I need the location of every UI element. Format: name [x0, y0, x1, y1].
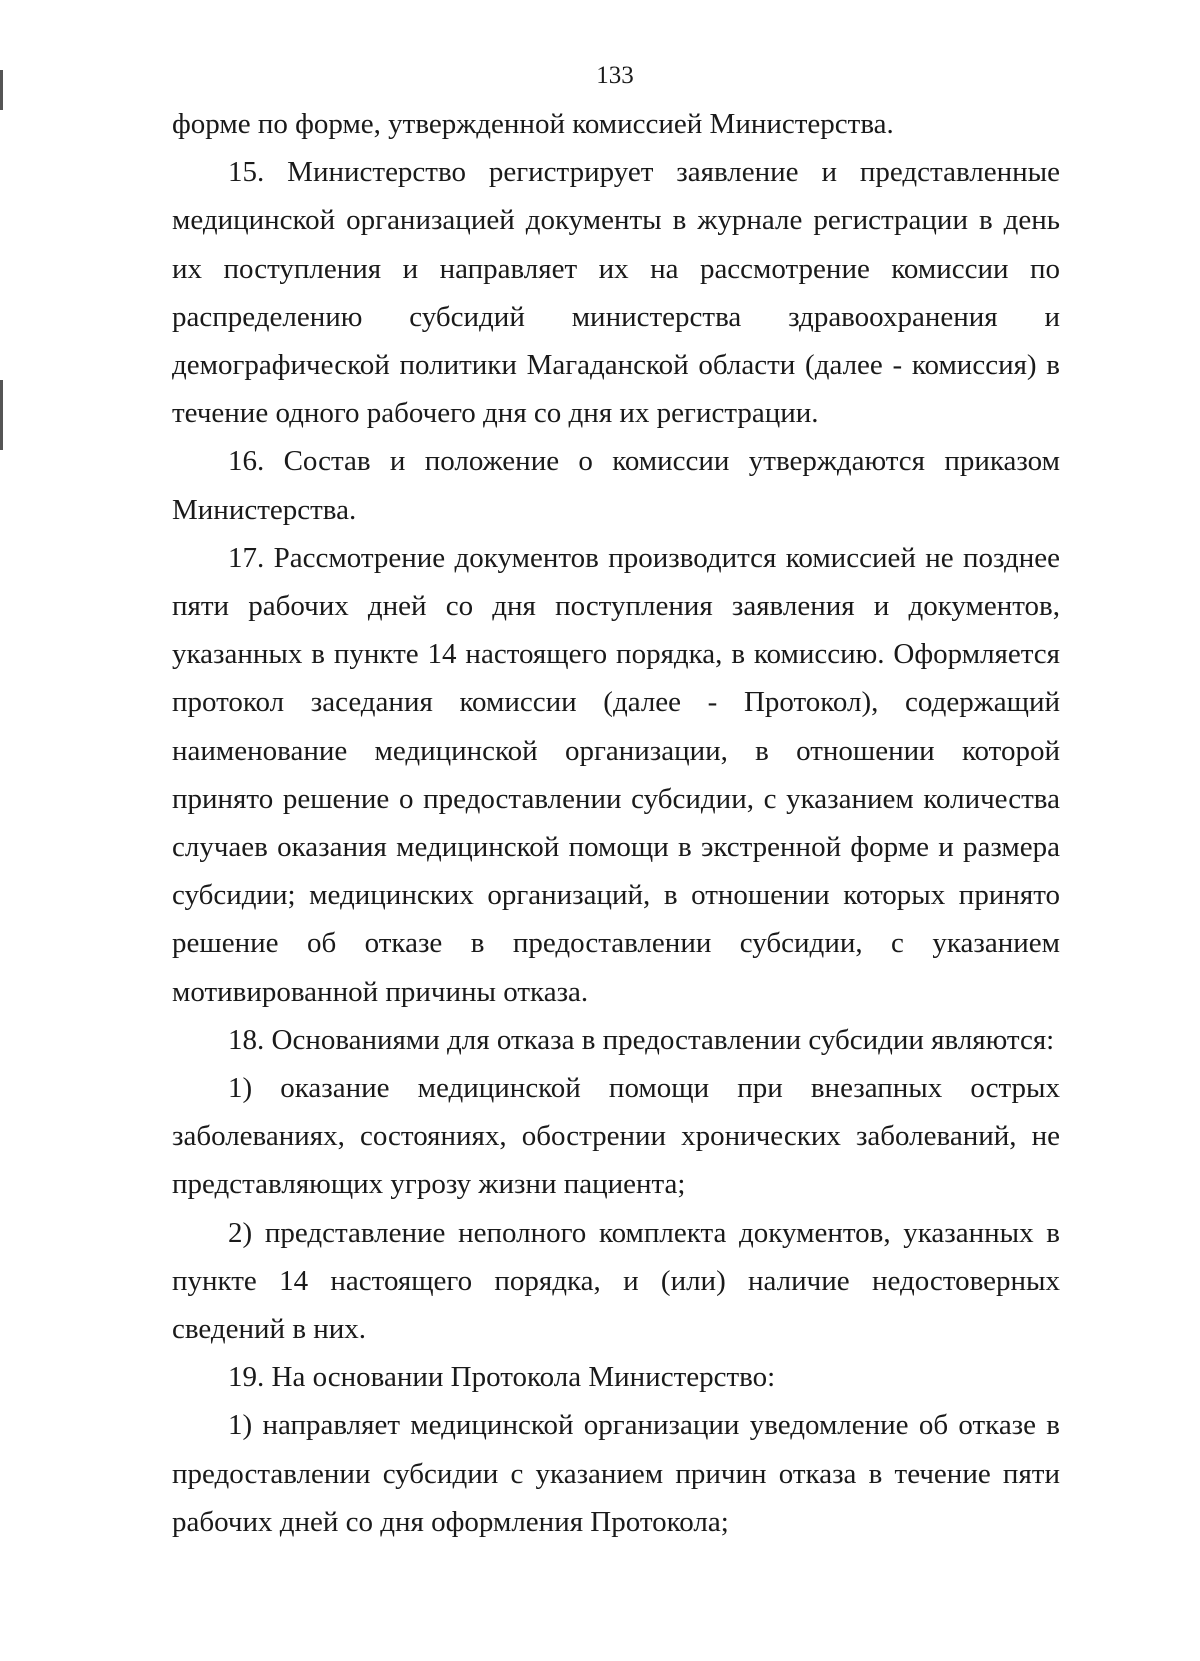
paragraph-18-item-1: 1) оказание медицинской помощи при внезапных острых заболеваниях, состояниях, обострении хронических заболеваний, не представляющих угрозу жизни пациента;: [172, 1072, 1060, 1201]
paragraph-19: 19. На основании Протокола Министерство:: [228, 1361, 776, 1394]
paragraph-continuation: форме по форме, утвержденной комиссией Министерства.: [172, 108, 894, 140]
paragraph-17: 17. Рассмотрение документов производится комиссией не позднее пяти рабочих дней со дня поступления заявления и документов, указанных в пункте 14 настоящего порядка, в комиссию. Оформляется протокол заседания комиссии (далее - Протокол), содержащий наименование медицинской организации, в отношении которой принято решение о предоставлении субсидии, с указанием количества случаев оказания медицинской помощи в экстренной форме и размера субсидии; медицинских организаций, в отношении которых принято решение об отказе в предоставлении субсидии, с указанием мотивированной причины отказа.: [172, 541, 1060, 1008]
document-body: [172, 100, 1060, 1546]
paragraph-18-item-2: 2) представление неполного комплекта документов, указанных в пункте 14 настоящего порядка, и (или) наличие недостоверных сведений в них.: [172, 1216, 1060, 1346]
paragraph-15: 15. Министерство регистрирует заявление и представленные медицинской организацией документы в журнале регистрации в день их поступления и направляет их на рассмотрение комиссии по распределению субсидий министерства здравоохранения и демографической политики Магаданской области (далее - комиссия) в течение одного рабочего дня со дня их регистрации.: [172, 156, 1060, 430]
scan-edge-mark: [0, 380, 3, 450]
paragraph-19-item-1: 1) направляет медицинской организации уведомление об отказе в предоставлении субсидии с указанием причин отказа в течение пяти рабочих дней со дня оформления Протокола;: [172, 1409, 1060, 1538]
page-number: 133: [596, 62, 634, 89]
paragraph-18: 18. Основаниями для отказа в предоставлении субсидии являются:: [228, 1023, 1055, 1056]
paragraph-16: 16. Состав и положение о комиссии утверждаются приказом Министерства.: [172, 445, 1060, 526]
